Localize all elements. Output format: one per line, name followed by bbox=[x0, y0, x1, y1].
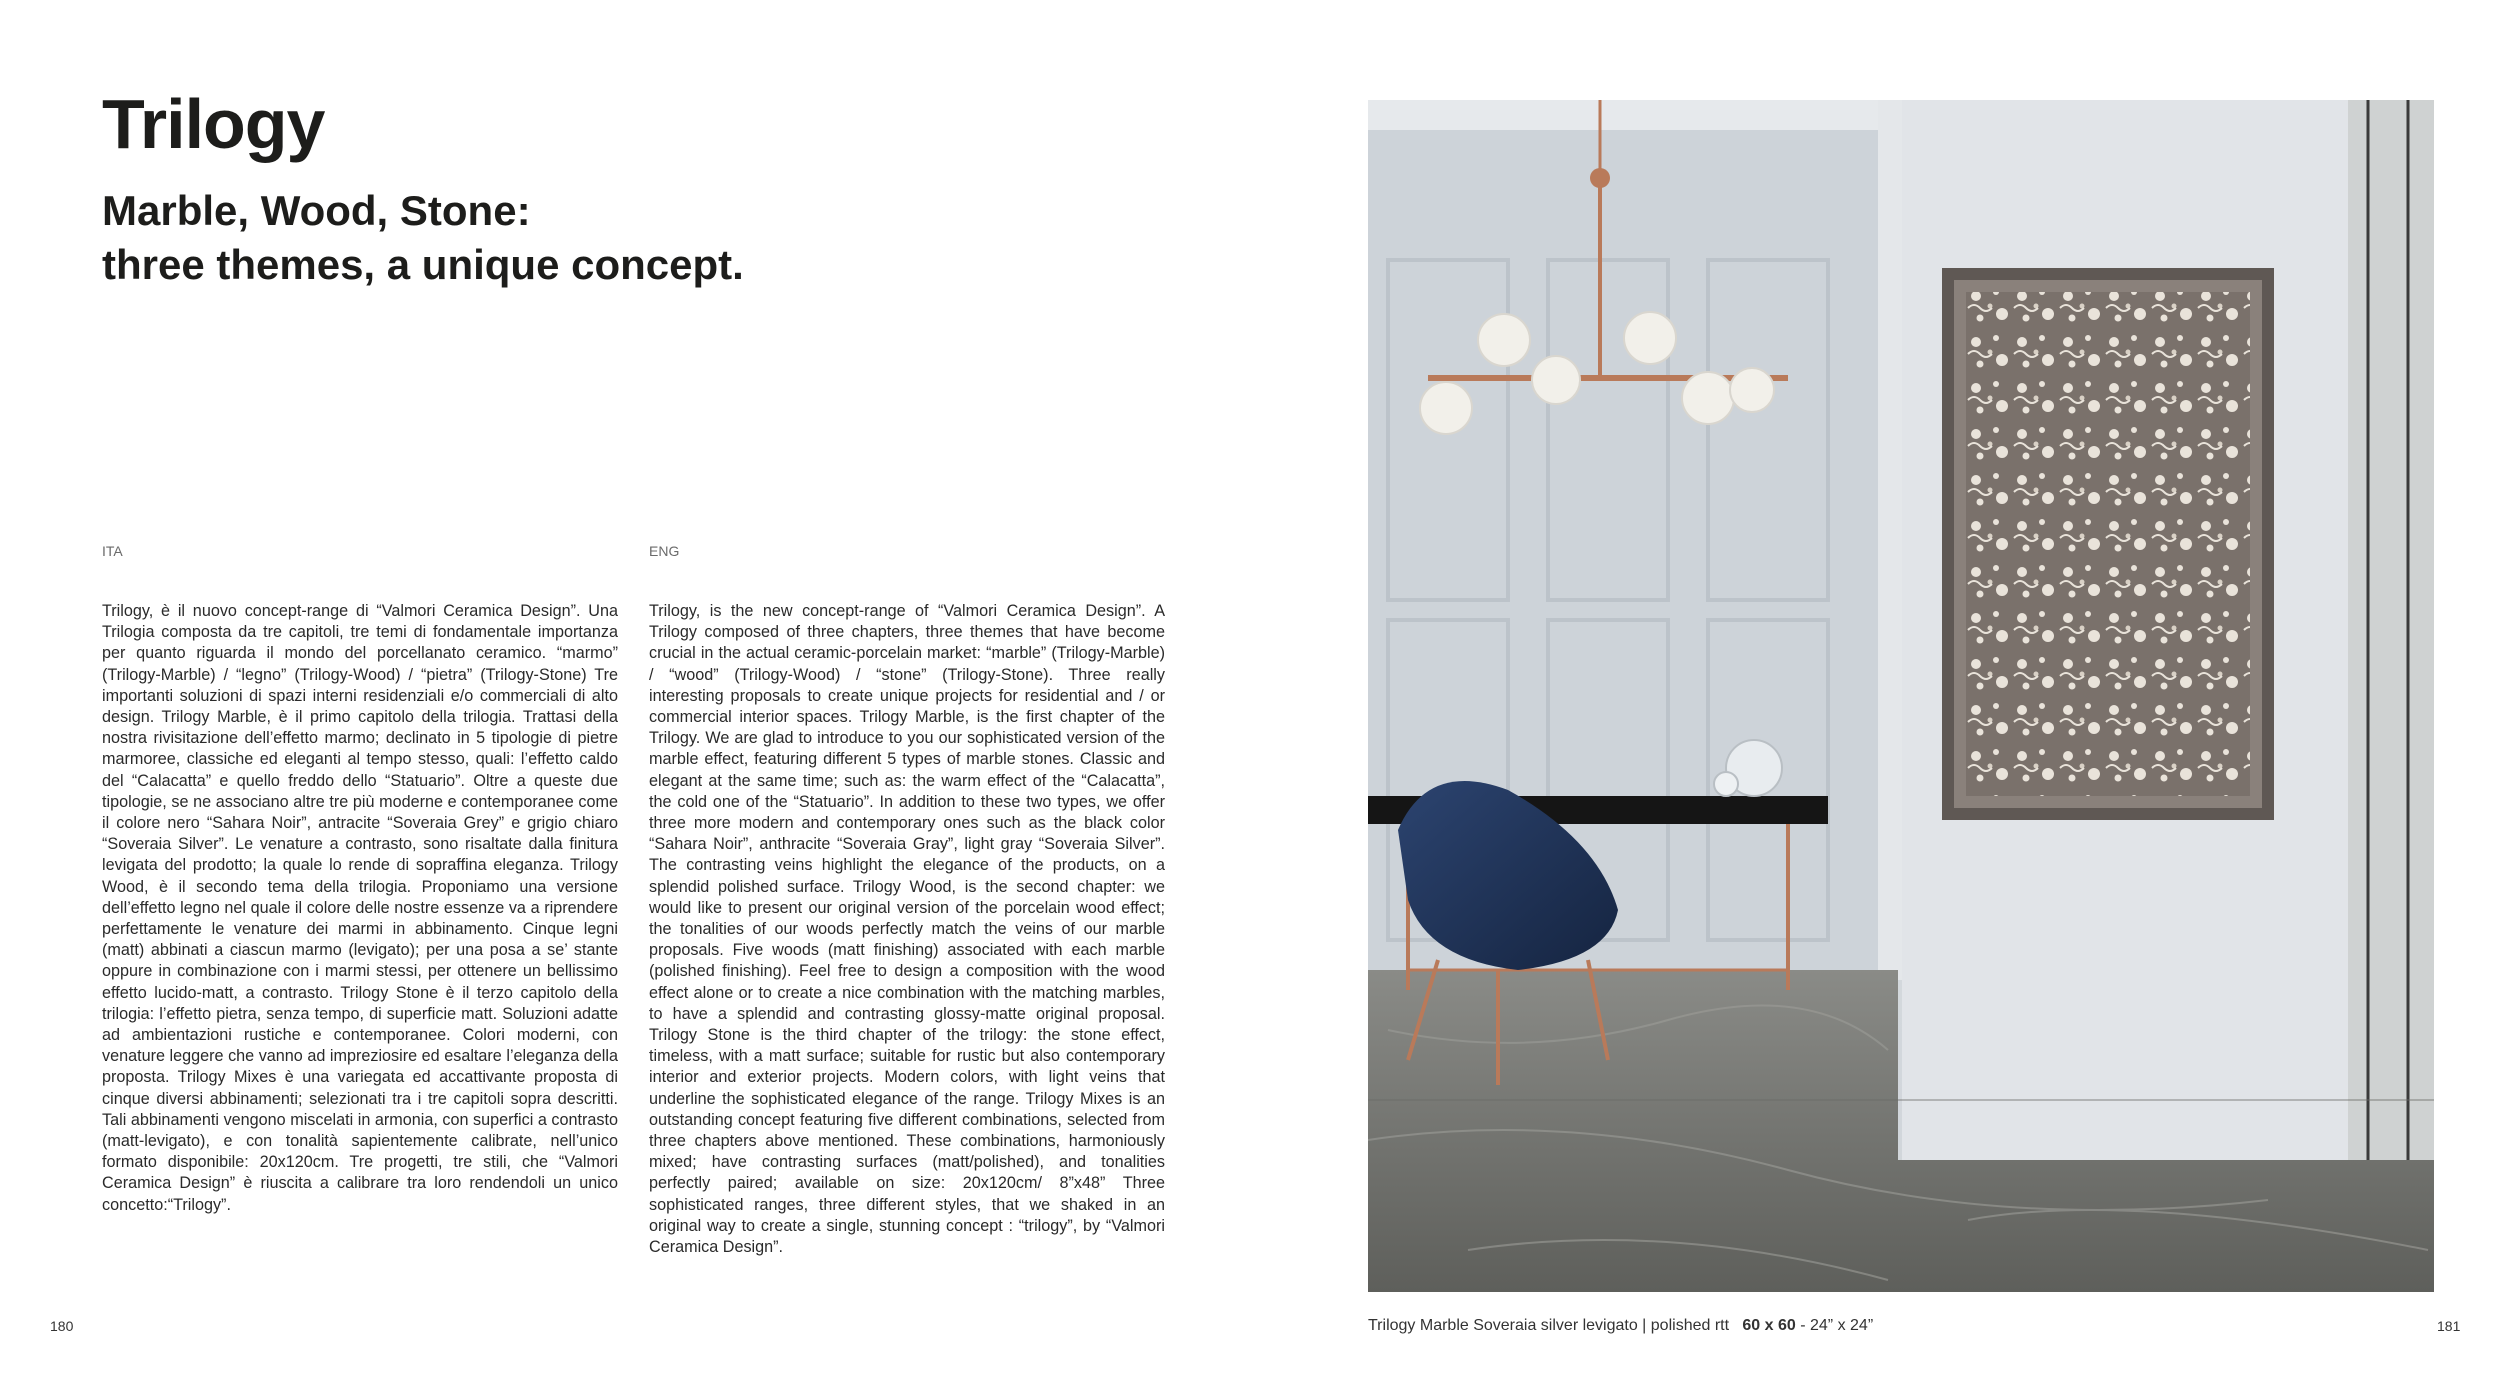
page-number-right: 181 bbox=[2437, 1318, 2461, 1334]
caption-size-imperial: - 24” x 24” bbox=[1800, 1317, 1874, 1334]
english-body-text: Trilogy, is the new concept-range of “Valmori Ceramica Design”. A Trilogy composed of three chapters, three themes that have become crucial in the actual ceramic-porcelain market: “marble” (Trilogy-Marble) / “wood” (Trilogy-Wood) / “stone” (Trilogy-Stone). Three really interesting proposals to create unique projects for residential and / or commercial interior spaces. Trilogy Marble, is the first chapter of the Trilogy. We are glad to introduce to you our sophisticated version of the marble effect, featuring different 5 types of marble stones. Classic and elegant at the same time; such as: the warm effect of the “Calacatta”, the cold one of the “Statuario”. In addition to these two types, we offer three more modern and contemporary ones such as the black color “Sahara Noir”, anthracite “Soveraia Gray”, light gray “Soveraia Silver”. The contrasting veins highlight the elegance of the products, on a splendid polished surface. Trilogy Wood, is the second chapter: we would like to present our original version of the porcelain wood effect; the tonalities of our woods perfectly match the veins of our marble proposals. Five woods (matt finishing) associated with each marble (polished finishing). Feel free to design a composition with the wood effect alone or to create a nice combination with the matching marbles, to have a splendid and contrasting glossy-matte original proposal. Trilogy Stone is the third chapter of the trilogy: the stone effect, timeless, with a matt surface; suitable for rustic but also contemporary interior and exterior projects. Modern colors, with light veins that underline the sophisticated elegance of the range. Trilogy Mixes is an outstanding concept featuring five different combinations, selected from three chapters above mentioned. These combinations, harmoniously mixed; have contrasting surfaces (matt/polished), and tonalities perfectly paired; available on size: 20x120cm/ 8”x48” Three sophisticated ranges, three different styles, that we shaked in an original way to create a single, stunning concept : “trilogy”, by “Valmori Ceramica Design”. bbox=[649, 602, 1165, 1257]
caption-text: Trilogy Marble Soveraia silver levigato | polished rtt bbox=[1368, 1317, 1730, 1334]
artwork-canvas bbox=[1966, 292, 2250, 796]
page-title: Trilogy bbox=[102, 85, 325, 163]
interior-illustration bbox=[1368, 100, 2434, 1292]
interior-photo bbox=[1368, 100, 2434, 1292]
italian-column bbox=[102, 541, 618, 1321]
page-number-left: 180 bbox=[50, 1318, 74, 1334]
page-subtitle bbox=[102, 184, 1002, 292]
english-language-tag: ENG bbox=[649, 543, 680, 559]
caption-size: 60 x 60 bbox=[1742, 1317, 1796, 1334]
subtitle-line-1: Marble, Wood, Stone: bbox=[102, 187, 531, 234]
italian-body-text: Trilogy, è il nuovo concept-range di “Valmori Ceramica Design”. Una Trilogia composta da tre capitoli, tre temi di fondamentale importanza per quanto riguarda il mondo del porcellanato ceramico. “marmo” (Trilogy-Marble) / “legno” (Trilogy-Wood) / “pietra” (Trilogy-Stone) Tre importanti soluzioni di spazi interni residenziali e/o commerciali di alto design. Trilogy Marble, è il primo capitolo della trilogia. Trattasi della nostra rivisitazione dell’effetto marmo; declinato in 5 tipologie di pietre marmoree, classiche ed eleganti al tempo stesso, quali: l’effetto caldo del “Calacatta” e quello freddo dello “Statuario”. Oltre a queste due tipologie, se ne associano altre tre più moderne e contemporanee come il colore nero “Sahara Noir”, antracite “Soveraia Grey” e grigio chiaro “Soveraia Silver”. Le venature a contrasto, sono risaltate dalla finitura levigata del prodotto; la quale lo rende di sopraffina eleganza. Trilogy Wood, è il secondo tema della trilogia. Proponiamo una versione dell’effetto legno nel quale il colore delle nostre essenze va a riprendere perfettamente le venature dei marmi in abbinamento. Cinque legni (matt) abbinati a ciascun marmo (levigato); per una posa a se’ stante oppure in combinazione con i marmi stessi, per ottenere un bellissimo effetto lucido-matt, a contrasto. Trilogy Stone è il terzo capitolo della trilogia: l’effetto pietra, senza tempo, di superficie matt. Soluzioni adatte ad ambientazioni rustiche e contemporanee. Colori moderni, con venature leggere che vanno ad impreziosire ed esaltare l’eleganza della proposta. Trilogy Mixes è una variegata ed accattivante proposta di cinque diversi abbinamenti; selezionati tra i tre capitoli sopra descritti. Tali abbinamenti vengono miscelati in armonia, con superfici a contrasto (matt-levigato), e con tonalità sapientemente calibrate, nell’unico formato disponibile: 20x120cm. Tre progetti, tre stili, che “Valmori Ceramica Design” è riuscita a calibrare tra loro rendendoli un unico concetto:“Trilogy”. bbox=[102, 602, 618, 1214]
subtitle-line-2: three themes, a unique concept. bbox=[102, 241, 744, 288]
english-column bbox=[649, 541, 1165, 1321]
photo-caption bbox=[1368, 1317, 1873, 1335]
italian-language-tag: ITA bbox=[102, 543, 123, 559]
